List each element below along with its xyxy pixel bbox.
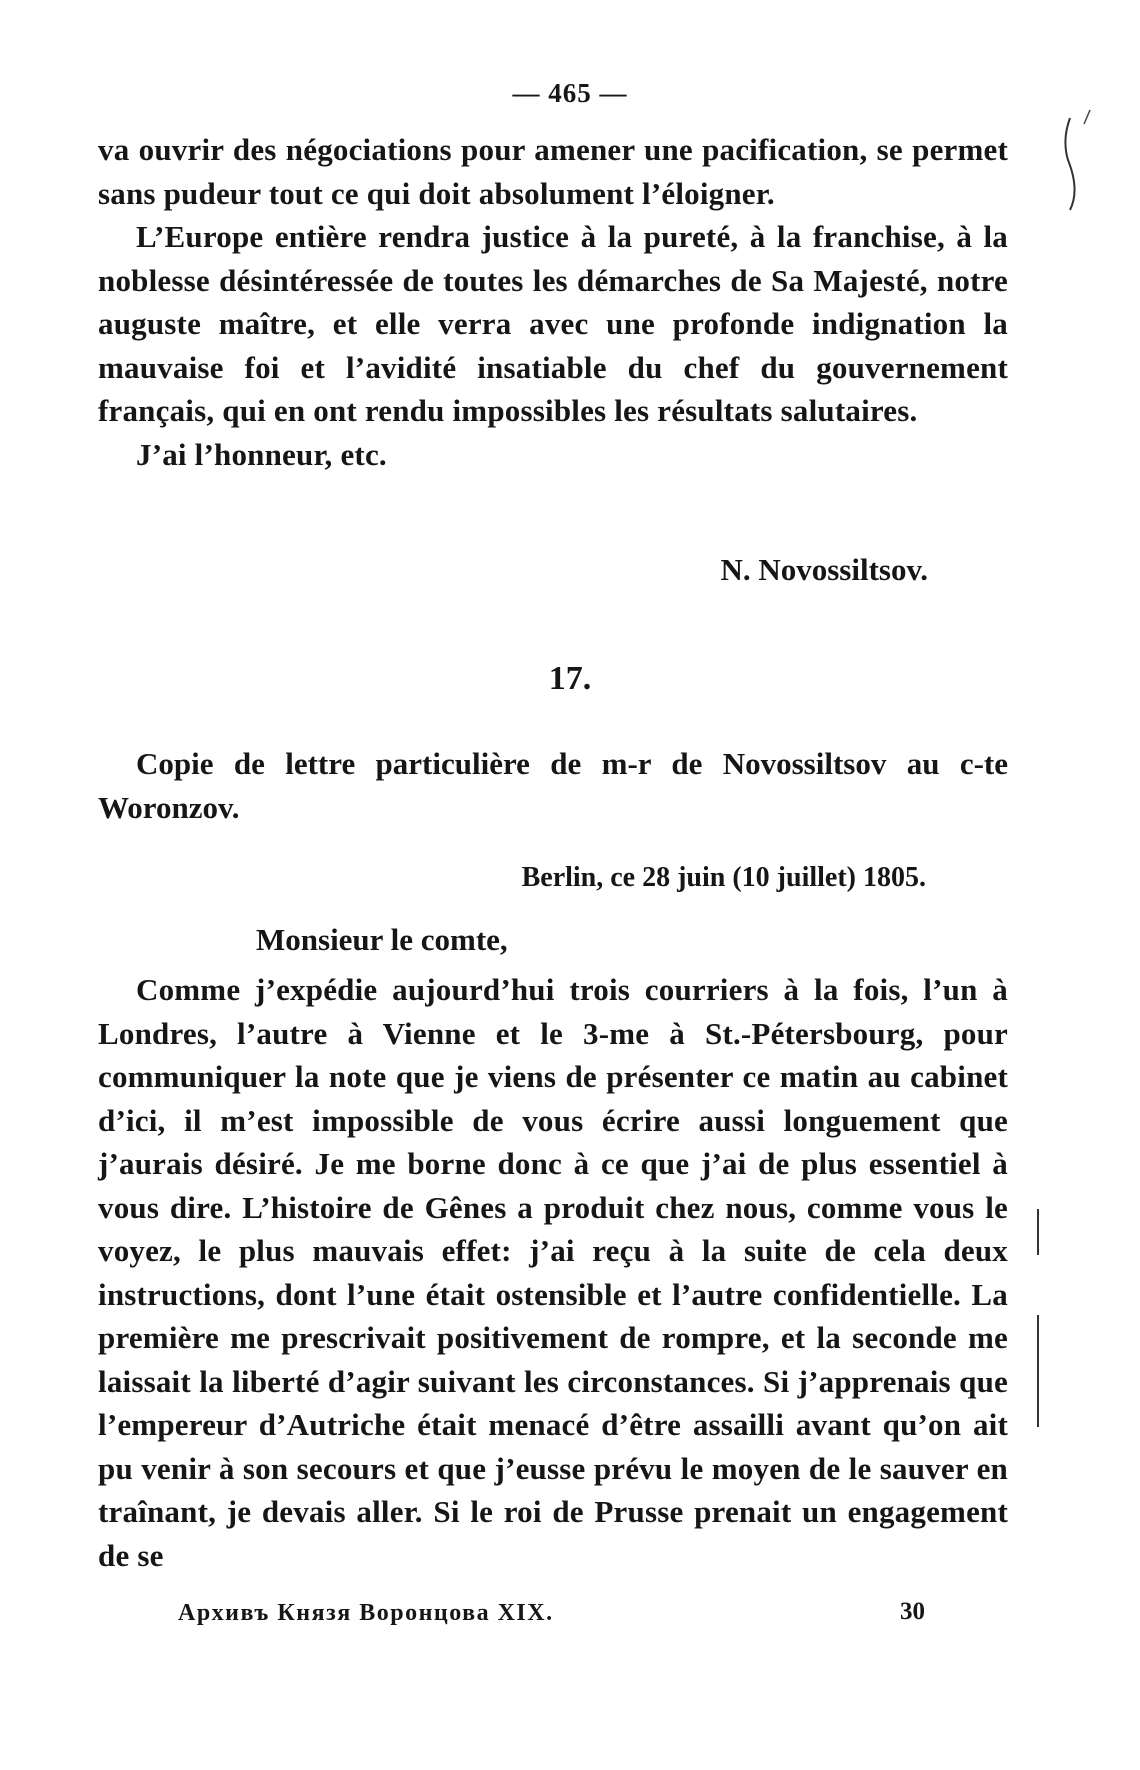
page-number-header: — 465 —	[512, 78, 628, 108]
margin-line-mark	[1028, 1205, 1048, 1435]
signature-mark: Архивъ Князя Воронцова XIX.	[178, 1600, 554, 1626]
document-title: Copie de lettre particulière de m-r de Novossiltsov au c-te Woronzov.	[98, 746, 1008, 825]
paragraph: va ouvrir des négociations pour amener une pacification, se permet sans pudeur tout ce qui doit absolument l’éloigner.	[98, 132, 1008, 211]
signature: N. Novossiltsov.	[720, 552, 928, 587]
dateline: Berlin, ce 28 juin (10 juillet) 1805.	[521, 862, 926, 893]
margin-bracket-mark	[1040, 100, 1100, 240]
letter-body	[98, 968, 1008, 1577]
paragraph: L’Europe entière rendra justice à la pureté, à la franchise, à la noblesse désintéressée de toutes les démarches de Sa Majesté, notre auguste maître, et elle verra avec une profonde indignation la mauvaise foi et l’avidité insatiable du chef du gouvernement français, qui en ont rendu impossibles les résultats salutaires.	[98, 219, 1008, 428]
sheet-number: 30	[900, 1598, 925, 1625]
salutation: Monsieur le comte,	[256, 922, 508, 957]
paragraph: Comme j’expédie aujourd’hui trois courriers à la fois, l’un à Londres, l’autre à Vienne et le 3-me à St.-Pétersbourg, pour communiquer la note que je viens de présenter ce matin au cabinet d’ici, il m’est impossible de vous écrire aussi longuement que j’aurais désiré. Je me borne donc à ce que j’ai de plus essentiel à vous dire. L’histoire de Gênes a produit chez nous, comme vous le voyez, le plus mauvais effet: j’ai reçu à la suite de cela deux instructions, dont l’une était ostensible et l’autre confidentielle. La première me prescrivait positivement de rompre, et la seconde me laissait la liberté d’agir suivant les circonstances. Si j’apprenais que l’empereur d’Autriche était menacé d’être assailli avant qu’on ait pu venir à son secours et que j’eusse prévu le moyen de le sauver en traînant, je devais aller. Si le roi de Prusse prenait un engagement de se	[98, 972, 1008, 1573]
letter-continuation	[98, 128, 1008, 476]
document-number: 17.	[548, 660, 592, 697]
closing-line: J’ai l’honneur, etc.	[136, 436, 387, 472]
